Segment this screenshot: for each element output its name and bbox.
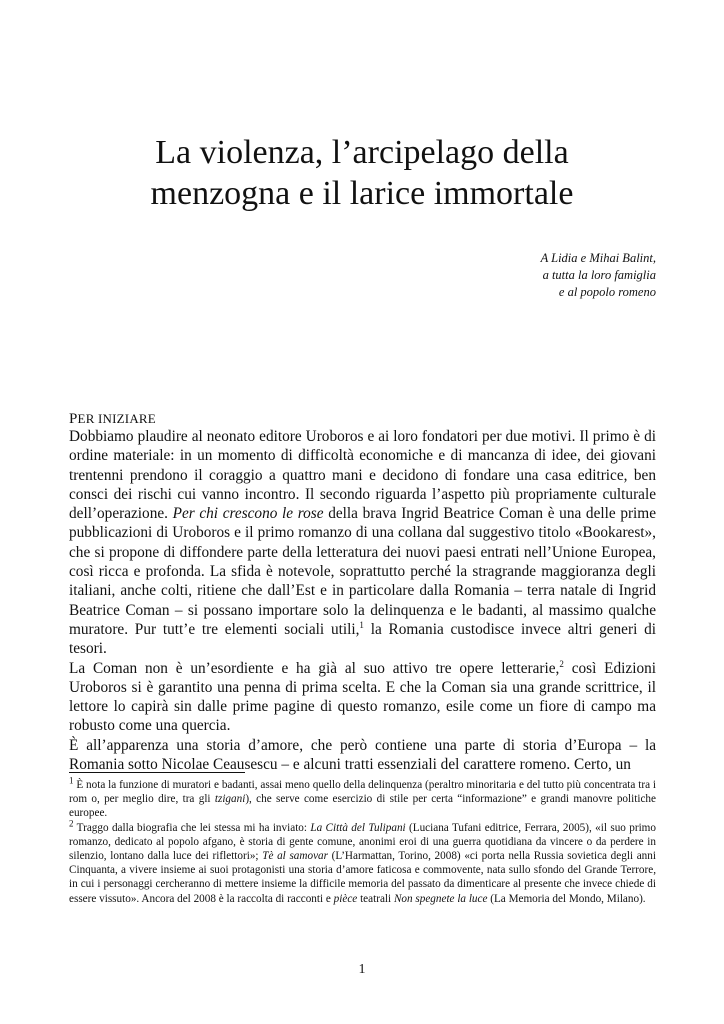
paragraph-1-text-b: della brava Ingrid Beatrice Coman è una delle prime pubblicazioni di Uroboros e il primo romanzo di una collana dal suggestivo titolo «Bookarest», che si propone di diffondere parte della letteratura dei nuovi paesi entrati nell’Unione Europea, così ricca e profonda. La sfida è notevole, soprattutto perché la stragrande maggioranza degli italiani, anche colti, ritiene che dall’Est e in particolare dalla Romania – terra natale di Ingrid Beatrice Coman – si possano importare solo la delinquenza e le badanti, al massimo qualche muratore. Pur tutt’e tre elementi sociali utili, xyxy=(69,505,656,638)
paragraph-2-text-a: La Coman non è un’esordiente e ha già al suo attivo tre opere letterarie, xyxy=(69,659,560,677)
paragraph-1-text-a: Dobbiamo plaudire al neonato editore Uroboros e ai loro fondatori per due motivi. Il primo è di ordine materiale: in un momento di difficoltà economiche e di mancanza di idee, dei giovani trentenni prendono il coraggio a quattro mani e decidono di fondare una casa editrice, ben consci dei rischi cui vanno incontro. Il secondo riguarda l’aspetto più propriamente culturale dell’operazione. xyxy=(69,428,656,523)
paragraph-3: È all’apparenza una storia d’amore, che però contiene una parte di storia d’Europa – la Romania sotto Nicolae Ceausescu – e alcuni tratti essenziali del carattere romeno. Certo, un xyxy=(69,736,656,774)
body-text xyxy=(69,427,656,774)
footnote-2-title-3: pièce xyxy=(333,892,358,905)
page-number: 1 xyxy=(358,962,366,977)
footnote-2-text-c: (L’Harmattan, Torino, 2008) «ci porta nella Russia sovietica degli anni Cinquanta, a vivere insieme ai suoi protagonisti una storia d’amore faticosa e commovente, nata sullo sfondo del Grande Terrore, in cui i personaggi cercheranno di mettere insieme la difficile memoria del passato da dimenticare al presente che invece chiede di essere vissuto». Ancora del 2008 è la raccolta di racconti e xyxy=(69,850,656,905)
paragraph-1-text-c: la Romania custodisce invece altri generi di tesori. xyxy=(69,620,656,658)
footnote-2-title-4: Non spegnete la luce xyxy=(393,892,488,905)
footnote-separator xyxy=(69,772,245,773)
footnote-1-term: tzigani xyxy=(214,793,246,806)
footnote-ref-2[interactable]: 2 xyxy=(559,658,564,669)
footnotes xyxy=(69,775,656,906)
dedication xyxy=(541,250,656,301)
footnote-2 xyxy=(69,817,656,906)
paragraph-2 xyxy=(69,659,656,736)
footnote-1-text-a: È nota la funzione di muratori e badanti, assai meno quello della delinquenza (peraltro minoritaria e del tutto più concentrata tra i rom o, per meglio dire, tra gli xyxy=(69,779,656,806)
title-line-1: La violenza, l’arcipelago della xyxy=(155,134,569,171)
footnote-2-text-d: teatrali xyxy=(357,892,394,905)
title-line-2: menzogna e il larice immortale xyxy=(150,175,574,212)
dedication-line-2: a tutta la loro famiglia xyxy=(542,268,656,282)
footnote-1-number: 1 xyxy=(69,775,74,786)
document-title xyxy=(60,132,664,214)
section-heading-rest: ER INIZIARE xyxy=(77,411,156,426)
footnote-2-text-e: (La Memoria del Mondo, Milano). xyxy=(487,892,646,905)
footnote-2-text-a: Traggo dalla biografia che lei stessa mi ha inviato: xyxy=(73,821,311,834)
dedication-line-3: e al popolo romeno xyxy=(558,285,656,299)
footnote-2-title-2: Tè al samovar xyxy=(262,850,328,863)
footnote-1-text-b: ), che serve come esercizio di stile per certa “informazione” e grandi manovre politiche europee. xyxy=(69,793,656,820)
footnote-2-title-1: La Città del Tulipani xyxy=(310,821,406,834)
section-heading-initial: P xyxy=(69,411,78,427)
footnote-1 xyxy=(69,775,656,821)
book-title-per-chi-crescono-le-rose: Per chi crescono le rose xyxy=(172,505,324,523)
footnote-2-text-b: (Luciana Tufani editrice, Ferrara, 2005), «il suo primo romanzo, dedicato al popolo afgano, è storia di gente comune, anonimi eroi di una guerra quotidiana da vincere o da perdere in silenzio, lontano dalla luce dei riflettori»; xyxy=(69,821,656,863)
section-heading xyxy=(69,411,156,428)
footnote-2-number: 2 xyxy=(69,817,74,828)
paragraph-1 xyxy=(69,427,656,659)
dedication-line-1: A Lidia e Mihai Balint, xyxy=(540,251,656,265)
footnote-ref-1[interactable]: 1 xyxy=(359,619,364,630)
paragraph-2-text-b: così Edizioni Uroboros si è garantito una penna di prima scelta. E che la Coman sia una grande scrittrice, il lettore lo capirà sin dalle prime pagine di questo romanzo, esile come un fiore di campo ma robusto come una quercia. xyxy=(69,659,656,735)
